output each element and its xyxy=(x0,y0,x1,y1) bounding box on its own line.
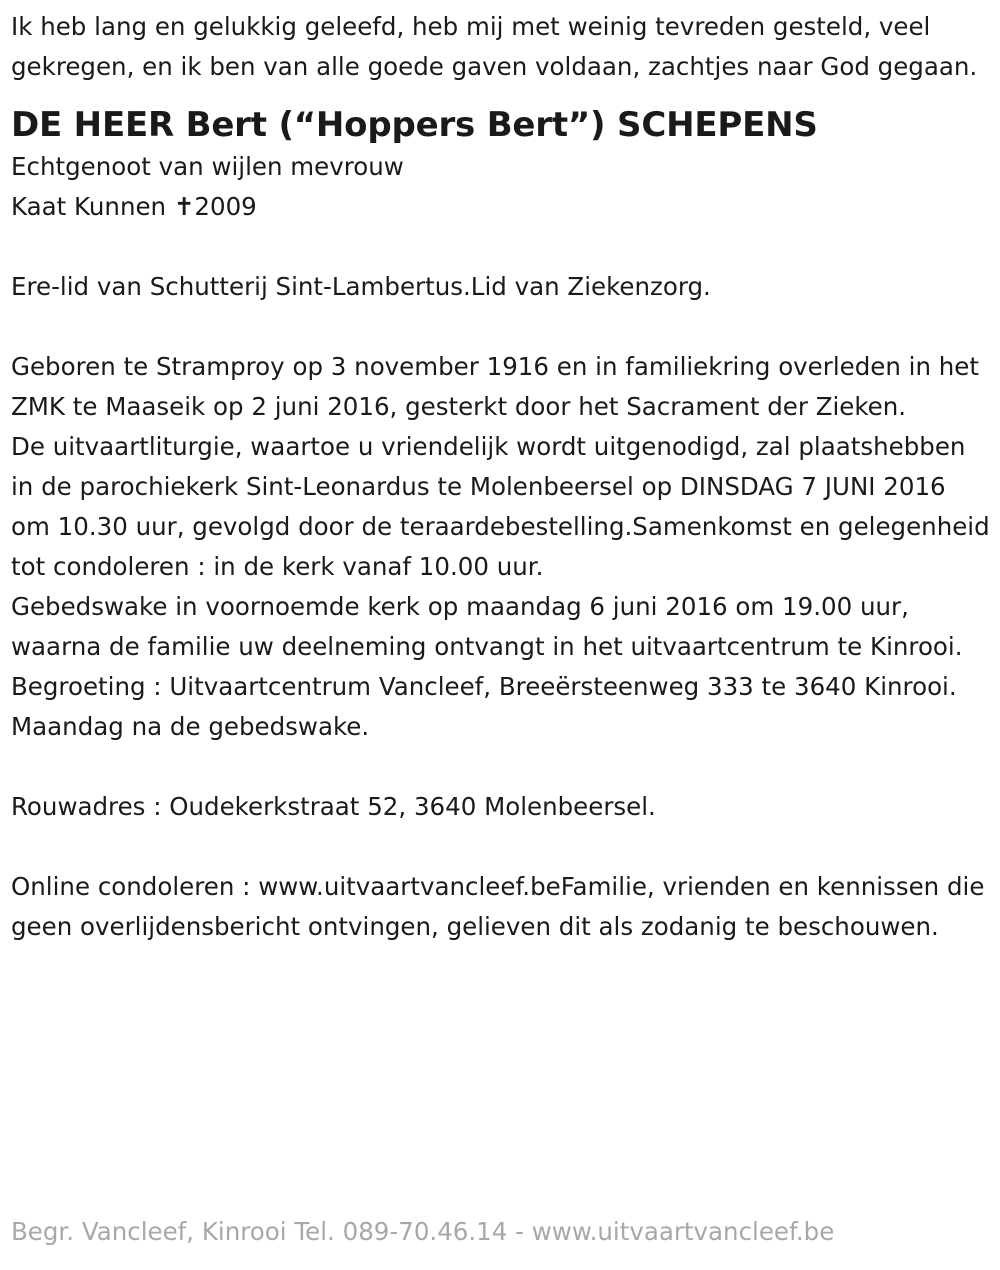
spacer xyxy=(11,747,991,787)
online-condolence: Online condoleren : www.uitvaartvancleef.beFamilie, vrienden en kennissen die geen overlijdensbericht ontvingen, gelieven dit als zodanig te beschouwen. xyxy=(11,872,985,941)
spouse-line: Echtgenoot van wijlen mevrouw xyxy=(11,152,404,181)
deceased-name: DE HEER Bert (“Hoppers Bert”) SCHEPENS xyxy=(11,105,818,145)
memberships: Ere-lid van Schutterij Sint-Lambertus.Lid van Ziekenzorg. xyxy=(11,272,711,301)
funeral-info: De uitvaartliturgie, waartoe u vriendelijk wordt uitgenodigd, zal plaatshebben in de parochiekerk Sint-Leonardus te Molenbeersel op DINSDAG 7 JUNI 2016 om 10.30 uur, gevolgd door de teraardebestelling.Samenkomst en gelegenheid tot condoleren : in de kerk vanaf 10.00 uur. xyxy=(11,432,990,581)
spouse-name: Kaat Kunnen xyxy=(11,192,174,221)
funeral-home-footer: Begr. Vancleef, Kinrooi Tel. 089-70.46.14 - www.uitvaartvancleef.be xyxy=(11,1217,835,1246)
greeting-info: Begroeting : Uitvaartcentrum Vancleef, Breeërsteenweg 333 te 3640 Kinrooi. Maandag na de gebedswake. xyxy=(11,672,957,741)
intro-verse: Ik heb lang en gelukkig geleefd, heb mij met weinig tevreden gesteld, veel gekregen, en ik ben van alle goede gaven voldaan, zachtjes naar God gegaan. xyxy=(11,12,978,81)
spacer xyxy=(11,827,991,867)
mourning-address: Rouwadres : Oudekerkstraat 52, 3640 Molenbeersel. xyxy=(11,792,656,821)
spouse-name-line xyxy=(11,187,991,227)
spacer xyxy=(11,227,991,267)
obituary-notice xyxy=(11,7,991,947)
cross-icon: ✝ xyxy=(173,192,195,221)
birth-death-info: Geboren te Stramproy op 3 november 1916 en in familiekring overleden in het ZMK te Maaseik op 2 juni 2016, gesterkt door het Sacrament der Zieken. xyxy=(11,352,979,421)
vigil-info: Gebedswake in voornoemde kerk op maandag 6 juni 2016 om 19.00 uur, waarna de familie uw deelneming ontvangt in het uitvaartcentrum te Kinrooi. xyxy=(11,592,963,661)
spacer xyxy=(11,307,991,347)
spouse-death-year: 2009 xyxy=(194,192,257,221)
